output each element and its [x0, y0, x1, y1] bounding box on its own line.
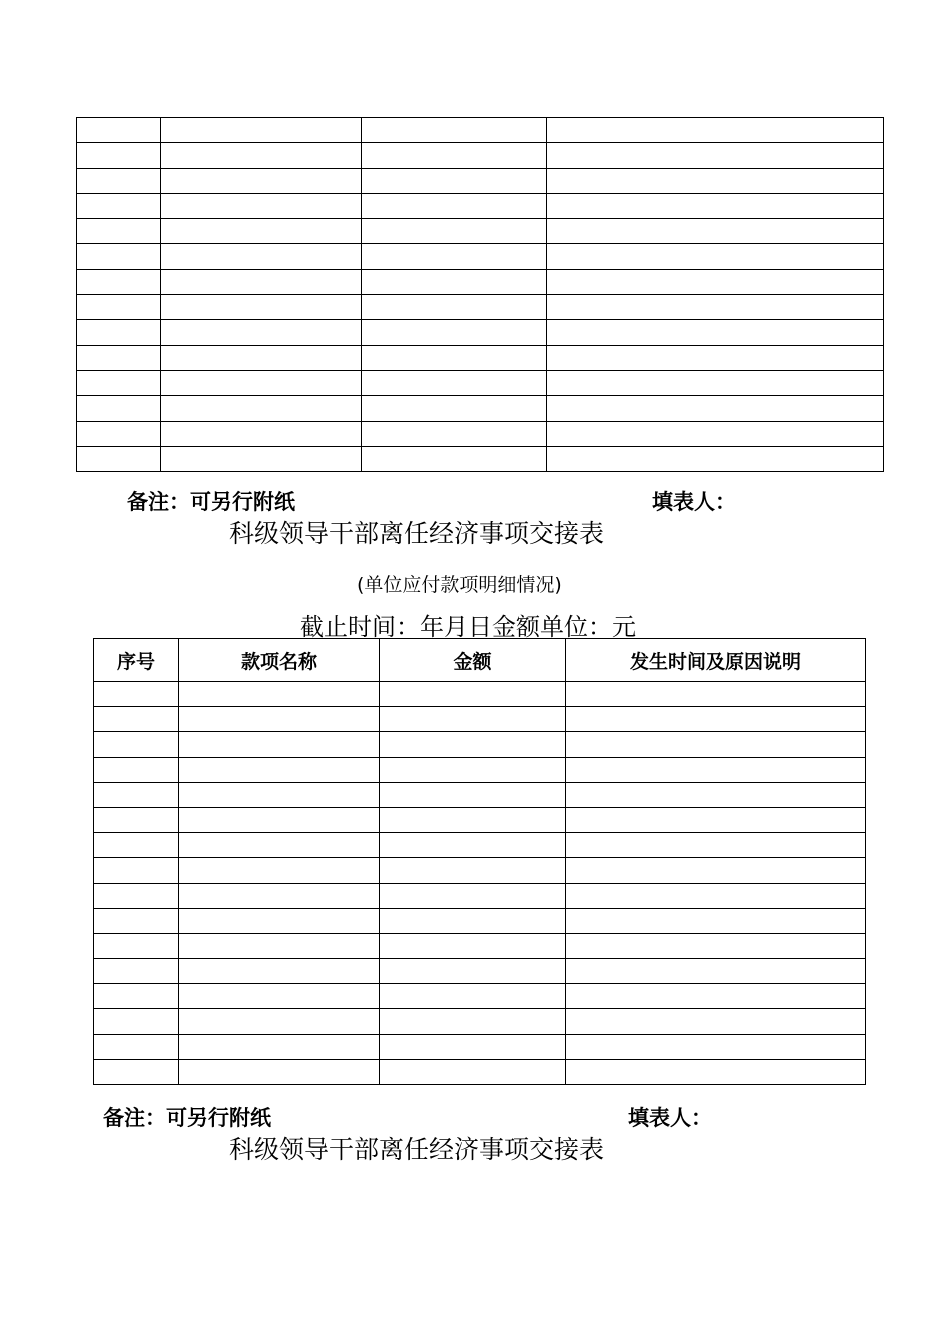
table-row [94, 1059, 866, 1084]
remark-note-1: 备注：可另行附纸 [127, 490, 295, 514]
table-cell [380, 807, 566, 832]
table-cell [161, 244, 362, 269]
table-cell [77, 320, 161, 345]
table-row [77, 345, 884, 370]
table-cell [362, 193, 547, 218]
table-cell [380, 933, 566, 958]
table-cell [566, 959, 866, 984]
table-cell [362, 168, 547, 193]
table-row [77, 193, 884, 218]
table-row [94, 707, 866, 732]
table-cell [161, 168, 362, 193]
header-amount: 金额 [380, 639, 566, 682]
table-cell [380, 782, 566, 807]
table-row [77, 118, 884, 143]
table-cell [362, 446, 547, 471]
table-cell [179, 682, 380, 707]
table-cell [362, 396, 547, 421]
table-row [77, 244, 884, 269]
continuation-table [76, 117, 884, 472]
table-cell [179, 933, 380, 958]
table-cell [77, 168, 161, 193]
table-cell [94, 959, 179, 984]
table-cell [94, 782, 179, 807]
table-cell [380, 757, 566, 782]
table-cell [566, 1059, 866, 1084]
table-cell [566, 1034, 866, 1059]
table-row [77, 446, 884, 471]
table-cell [179, 1059, 380, 1084]
cutoff-and-unit-line: 截止时间：年月日金额单位：元 [300, 613, 636, 641]
table-cell [547, 219, 884, 244]
table-cell [179, 833, 380, 858]
table-cell [179, 984, 380, 1009]
table-cell [94, 757, 179, 782]
table-row [94, 807, 866, 832]
table-cell [380, 833, 566, 858]
table-row [77, 370, 884, 395]
table-cell [547, 295, 884, 320]
table-cell [179, 807, 380, 832]
header-serial-number: 序号 [94, 639, 179, 682]
table-row [94, 959, 866, 984]
table-row [94, 858, 866, 883]
table-cell [77, 421, 161, 446]
table-cell [94, 1034, 179, 1059]
table-cell [161, 345, 362, 370]
table-cell [380, 858, 566, 883]
table-cell [380, 682, 566, 707]
table-cell [179, 1034, 380, 1059]
table-row [77, 269, 884, 294]
table-cell [380, 984, 566, 1009]
table-row [94, 984, 866, 1009]
table-row [77, 143, 884, 168]
table-cell [547, 118, 884, 143]
table-cell [161, 446, 362, 471]
table-row [94, 1034, 866, 1059]
table-cell [179, 1009, 380, 1034]
table-cell [380, 707, 566, 732]
table-cell [179, 757, 380, 782]
table-cell [547, 446, 884, 471]
table-cell [161, 421, 362, 446]
table-cell [77, 193, 161, 218]
table-cell [566, 807, 866, 832]
header-time-and-reason: 发生时间及原因说明 [566, 639, 866, 682]
table-cell [94, 883, 179, 908]
continuation-table-body [77, 118, 884, 472]
table-cell [380, 1059, 566, 1084]
payables-detail-table-body [94, 682, 866, 1085]
table-row [94, 732, 866, 757]
table-cell [380, 1034, 566, 1059]
table-cell [380, 883, 566, 908]
table-cell [566, 984, 866, 1009]
table-cell [179, 858, 380, 883]
table-header-row [94, 639, 866, 682]
table-cell [547, 193, 884, 218]
filler-label-1: 填表人： [652, 490, 736, 514]
table-row [77, 295, 884, 320]
form-title-1: 科级领导干部离任经济事项交接表 [229, 519, 605, 548]
table-cell [362, 143, 547, 168]
table-cell [362, 421, 547, 446]
table-row [94, 833, 866, 858]
table-row [94, 782, 866, 807]
table-cell [362, 244, 547, 269]
table-cell [94, 833, 179, 858]
table-cell [547, 396, 884, 421]
table-cell [179, 959, 380, 984]
header-item-name: 款项名称 [179, 639, 380, 682]
table-row [94, 682, 866, 707]
table-cell [94, 807, 179, 832]
table-cell [362, 320, 547, 345]
table-cell [362, 269, 547, 294]
table-cell [77, 118, 161, 143]
table-cell [179, 908, 380, 933]
table-cell [161, 320, 362, 345]
table-cell [161, 295, 362, 320]
table-cell [77, 219, 161, 244]
table-cell [380, 732, 566, 757]
table-row [77, 396, 884, 421]
table-cell [77, 295, 161, 320]
table-cell [161, 193, 362, 218]
table-cell [566, 782, 866, 807]
table-row [94, 757, 866, 782]
table-cell [161, 370, 362, 395]
table-cell [77, 345, 161, 370]
table-cell [94, 858, 179, 883]
payables-detail-table [93, 638, 866, 1085]
table-cell [77, 370, 161, 395]
table-row [94, 883, 866, 908]
table-cell [179, 707, 380, 732]
table-cell [547, 269, 884, 294]
table-cell [77, 244, 161, 269]
table-cell [161, 219, 362, 244]
table-cell [566, 858, 866, 883]
table-cell [566, 707, 866, 732]
table-cell [362, 219, 547, 244]
table-cell [362, 370, 547, 395]
table-cell [566, 682, 866, 707]
remark-note-2: 备注：可另行附纸 [103, 1106, 271, 1130]
table-cell [161, 118, 362, 143]
table-row [77, 168, 884, 193]
table-cell [179, 883, 380, 908]
table-cell [380, 1009, 566, 1034]
table-cell [77, 446, 161, 471]
table-cell [94, 732, 179, 757]
table-row [94, 1009, 866, 1034]
form-title-2: 科级领导干部离任经济事项交接表 [229, 1135, 605, 1164]
table-cell [566, 757, 866, 782]
table-cell [94, 1009, 179, 1034]
table-cell [547, 143, 884, 168]
table-cell [94, 682, 179, 707]
table-row [77, 320, 884, 345]
table-cell [566, 732, 866, 757]
table-cell [161, 143, 362, 168]
table-cell [362, 295, 547, 320]
table-cell [547, 244, 884, 269]
table-cell [94, 984, 179, 1009]
table-cell [380, 959, 566, 984]
table-cell [161, 269, 362, 294]
table-cell [179, 782, 380, 807]
filler-label-2: 填表人： [628, 1106, 712, 1130]
table-cell [547, 320, 884, 345]
table-cell [77, 143, 161, 168]
table-cell [94, 1059, 179, 1084]
table-row [94, 908, 866, 933]
table-cell [179, 732, 380, 757]
table-cell [362, 118, 547, 143]
table-cell [77, 396, 161, 421]
table-cell [566, 933, 866, 958]
table-cell [362, 345, 547, 370]
table-cell [94, 707, 179, 732]
table-cell [77, 269, 161, 294]
table-cell [566, 908, 866, 933]
table-cell [161, 396, 362, 421]
table-cell [566, 1009, 866, 1034]
table-row [77, 219, 884, 244]
form-subtitle: (单位应付款项明细情况) [357, 574, 562, 596]
table-cell [380, 908, 566, 933]
table-cell [94, 908, 179, 933]
table-row [94, 933, 866, 958]
table-cell [547, 421, 884, 446]
table-cell [547, 345, 884, 370]
table-cell [566, 833, 866, 858]
table-cell [94, 933, 179, 958]
table-cell [566, 883, 866, 908]
table-row [77, 421, 884, 446]
table-cell [547, 168, 884, 193]
table-cell [547, 370, 884, 395]
